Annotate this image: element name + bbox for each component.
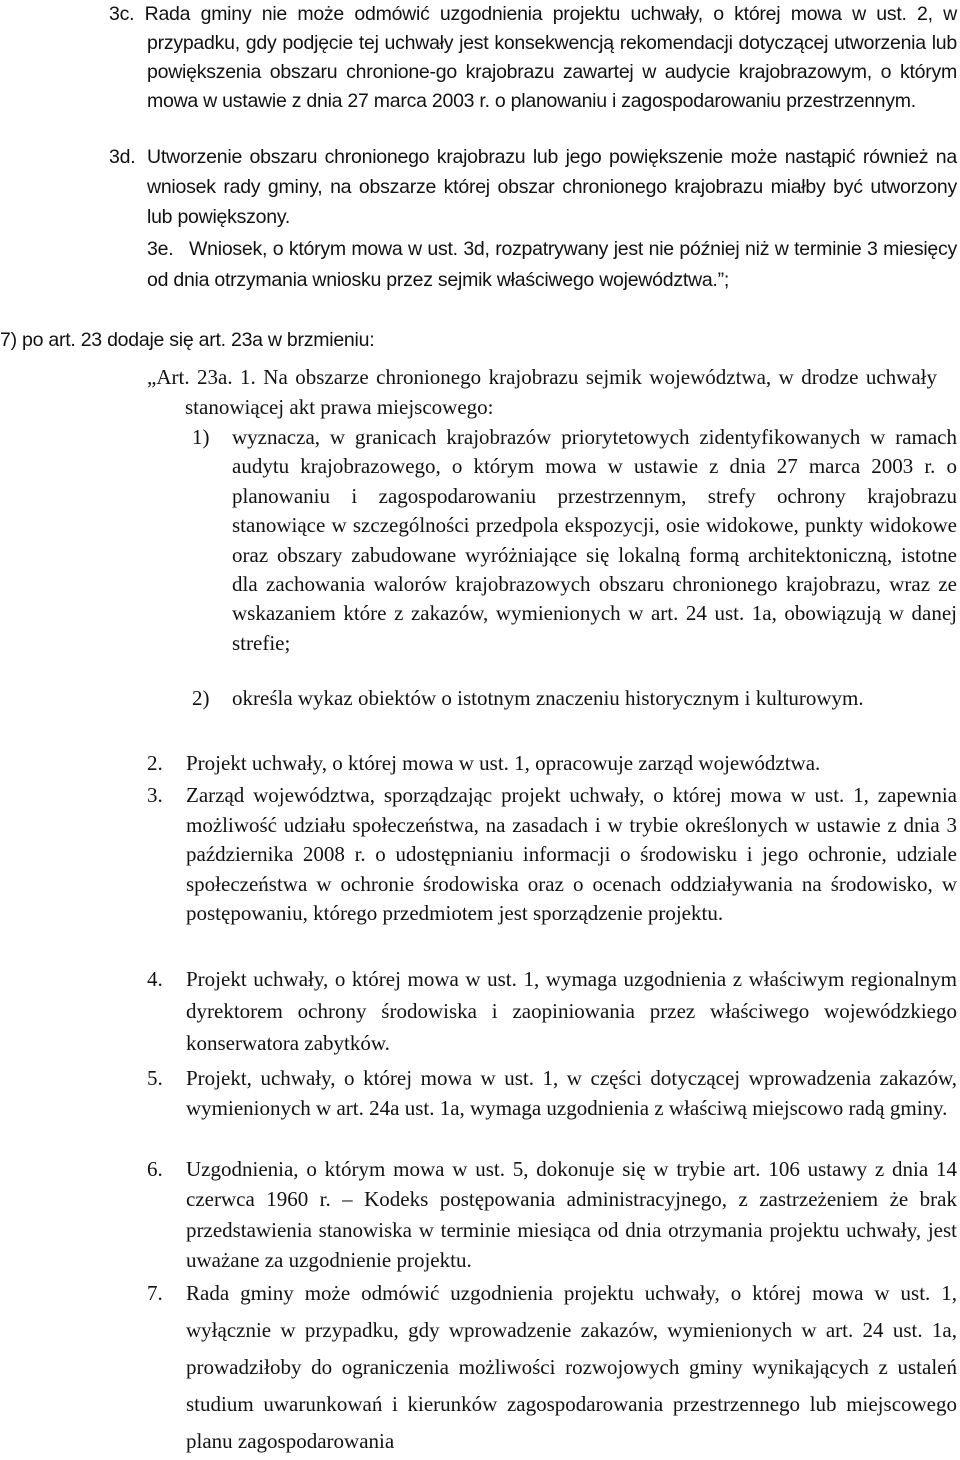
list-item-point-1 bbox=[186, 423, 957, 658]
paragraph-number: 3c. bbox=[109, 3, 135, 25]
section-number: 7. bbox=[147, 1281, 163, 1305]
section-number: 2. bbox=[147, 751, 163, 775]
point-number: 1) bbox=[192, 425, 210, 449]
section-text: Projekt uchwały, o której mowa w ust. 1, opracowuje zarząd województwa. bbox=[186, 751, 821, 775]
section-number: 4. bbox=[147, 967, 163, 991]
paragraph-3d bbox=[109, 142, 957, 232]
article-23a-intro bbox=[147, 362, 937, 422]
paragraph-3e bbox=[109, 234, 957, 296]
section-text: Projekt uchwały, o której mowa w ust. 1, wymaga uzgodnienia z właściwym regionalnym dyrektorem ochrony środowiska i zaopiniowania przez właściwego wojewódzkiego konserwatora zabytków. bbox=[186, 967, 957, 1055]
point-number: 2) bbox=[192, 686, 210, 710]
article-text: Na obszarze chronionego krajobrazu sejmik województwa, w drodze uchwały stanowiącej akt prawa miejscowego: bbox=[185, 365, 937, 419]
amendment-text: 7) po art. 23 dodaje się art. 23a w brzmieniu: bbox=[0, 329, 375, 351]
amendment-point-7 bbox=[0, 325, 900, 355]
section-6 bbox=[147, 1154, 957, 1275]
section-3 bbox=[147, 781, 957, 929]
section-text: Rada gminy może odmówić uzgodnienia projektu uchwały, o której mowa w ust. 1, wyłącznie w przypadku, gdy wprowadzenie zakazów, wymienionych w art. 24 ust. 1a, prowadziłoby do ograniczenia możliwości rozwojowych gminy wynikających z ustaleń studium uwarunkowań i kierunków zagospodarowania przestrzennego lub miejscowego planu zagospodarowania bbox=[186, 1281, 957, 1453]
paragraph-number: 3d. bbox=[109, 146, 136, 168]
point-text: wyznacza, w granicach krajobrazów priorytetowych zidentyfikowanych w ramach audytu krajobrazowego, o którym mowa w ustawie z dnia 27 marca 2003 r. o planowaniu i zagospodarowaniu przestrzennym, strefy ochrony krajobrazu stanowiące w szczególności przedpola ekspozycji, osie widokowe, punkty widokowe oraz obszary zabudowane wyróżniające się lokalną formą architektoniczną, istotne dla zachowania walorów krajobrazowych obszaru chronionego krajobrazu, wraz ze wskazaniem które z zakazów, wymienionych w art. 24 ust. 1a, obowiązują w danej strefie; bbox=[232, 425, 957, 655]
list-item-point-2 bbox=[186, 683, 957, 713]
paragraph-text: Utworzenie obszaru chronionego krajobrazu lub jego powiększenie może nastąpić również na wniosek rady gminy, na obszarze której obszar chronionego krajobrazu miałby być utworzony lub powiększony. bbox=[147, 146, 957, 228]
point-text: określa wykaz obiektów o istotnym znaczeniu historycznym i kulturowym. bbox=[232, 686, 864, 710]
section-number: 6. bbox=[147, 1157, 163, 1181]
section-text: Zarząd województwa, sporządzając projekt uchwały, o której mowa w ust. 1, zapewnia możliwość udziału społeczeństwa, na zasadach i w trybie określonych w ustawie z dnia 3 października 2008 r. o udostępnianiu informacji o środowisku i jego ochronie, udziale społeczeństwa w ochronie środowiska oraz o ocenach oddziaływania na środowisko, w postępowaniu, którego przedmiotem jest sporządzenie projektu. bbox=[186, 783, 957, 926]
section-5 bbox=[147, 1063, 957, 1123]
paragraph-number: 3e. bbox=[147, 238, 174, 260]
section-text: Projekt, uchwały, o której mowa w ust. 1, w części dotyczącej wprowadzenia zakazów, wymienionych w art. 24a ust. 1a, wymaga uzgodnienia z właściwą miejscowo radą gminy. bbox=[186, 1066, 957, 1120]
paragraph-text: Rada gminy nie może odmówić uzgodnienia projektu uchwały, o której mowa w ust. 2, w przypadku, gdy podjęcie tej uchwały jest konsekwencją rekomendacji dotyczącej utworzenia lub powiększenia obszaru chronione-go krajobrazu zawartej w audycie krajobrazowym, o którym mowa w ustawie z dnia 27 marca 2003 r. o planowaniu i zagospodarowaniu przestrzennym. bbox=[144, 3, 957, 112]
section-text: Uzgodnienia, o którym mowa w ust. 5, dokonuje się w trybie art. 106 ustawy z dnia 14 czerwca 1960 r. – Kodeks postępowania administracyjnego, z zastrzeżeniem że brak przedstawienia stanowiska w terminie miesiąca od dnia otrzymania projektu uchwały, jest uważane za uzgodnienie projektu. bbox=[186, 1157, 957, 1272]
paragraph-text: Wniosek, o którym mowa w ust. 3d, rozpatrywany jest nie później niż w terminie 3 miesięcy od dnia otrzymania wniosku przez sejmik właściwego województwa.”; bbox=[147, 238, 957, 291]
section-number: 5. bbox=[147, 1066, 163, 1090]
section-7 bbox=[147, 1275, 957, 1460]
article-number: „Art. 23a. 1. bbox=[147, 365, 256, 389]
paragraph-3c bbox=[109, 0, 957, 116]
section-4 bbox=[147, 963, 957, 1059]
section-2 bbox=[147, 748, 957, 778]
section-number: 3. bbox=[147, 783, 163, 807]
